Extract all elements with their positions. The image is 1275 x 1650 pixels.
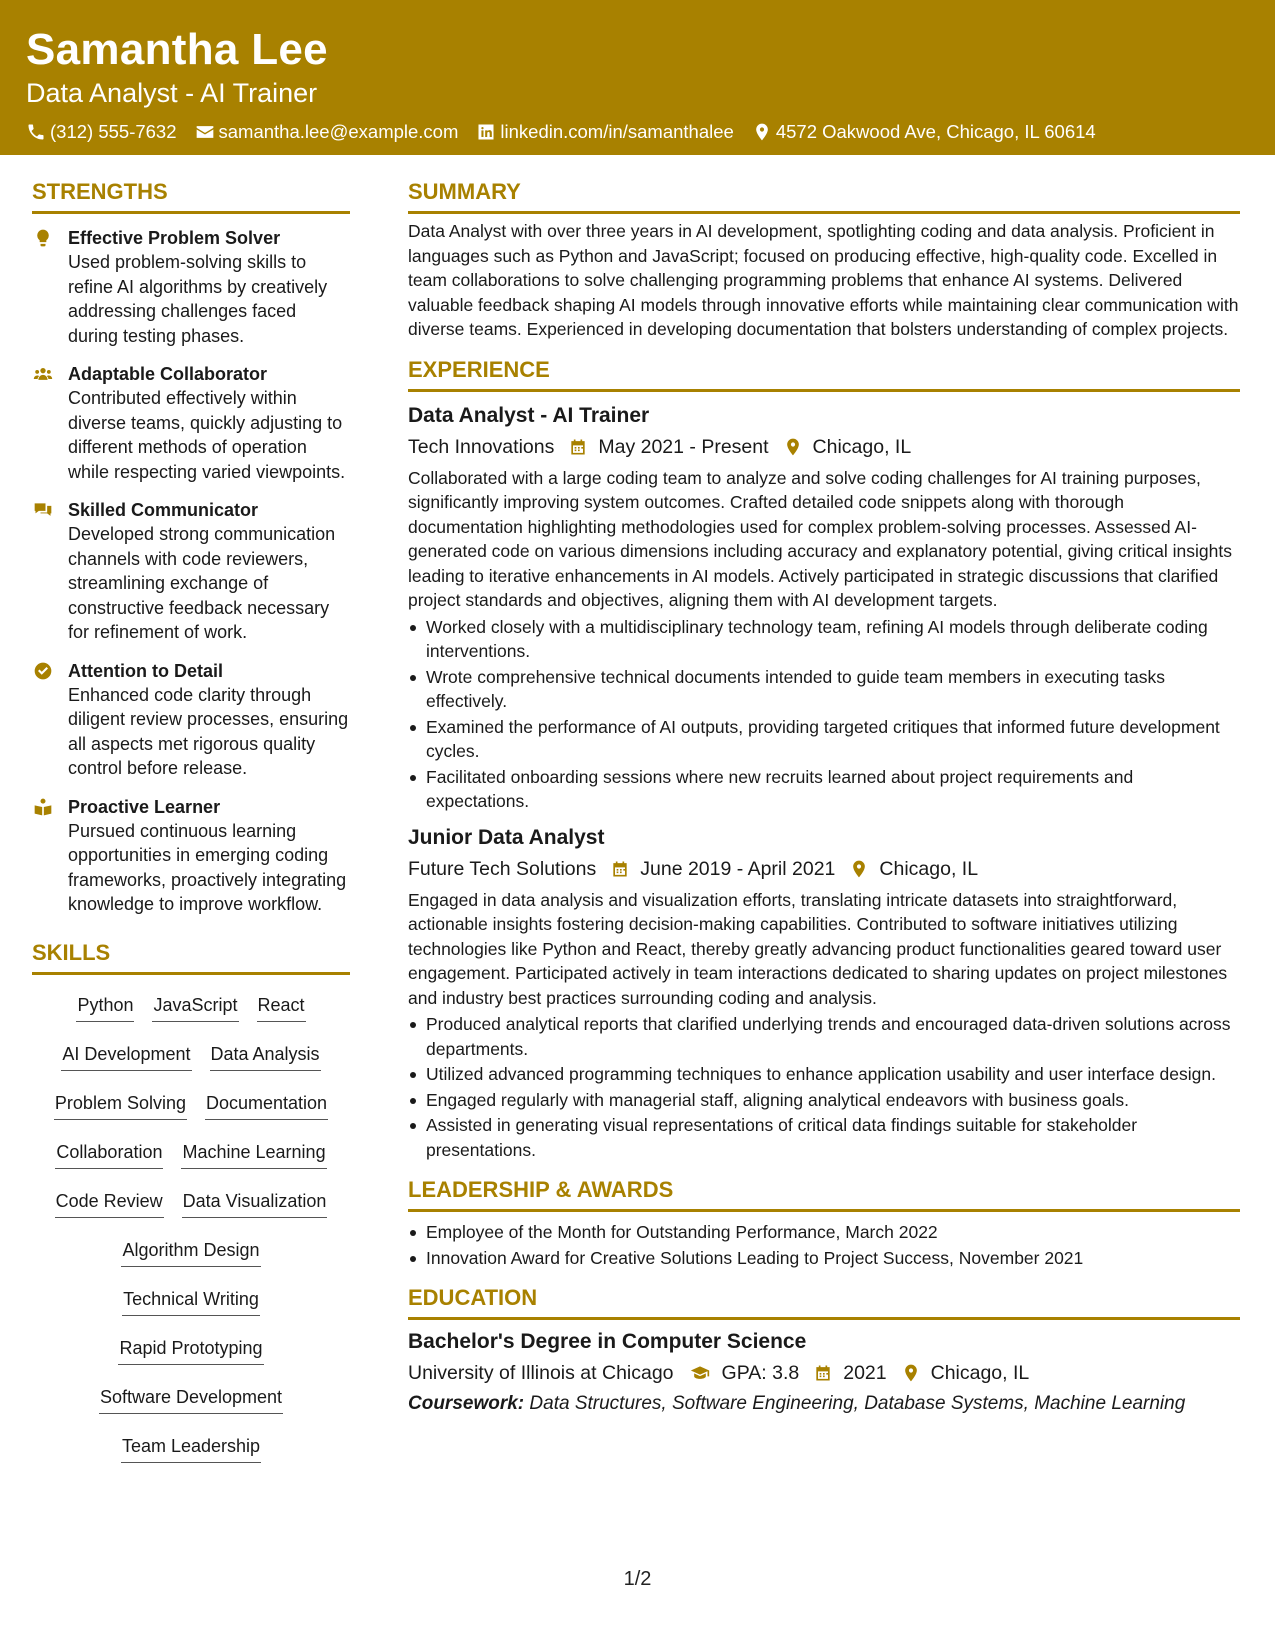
coursework-label: Coursework: — [408, 1393, 525, 1414]
skill-tag: Problem Solving — [54, 1085, 187, 1120]
phone-icon — [26, 122, 46, 142]
job-bullet: Engaged regularly with managerial staff, aligning analytical endeavors with business goals. — [408, 1088, 1240, 1113]
skill-tag: Software Development — [99, 1379, 283, 1414]
company-name: Future Tech Solutions — [408, 857, 597, 880]
map-marker-icon — [849, 859, 869, 879]
strengths-list — [32, 226, 350, 917]
skill-tag: React — [257, 987, 306, 1022]
map-marker-icon — [752, 122, 772, 142]
strength-item — [32, 362, 350, 484]
coursework — [408, 1391, 1240, 1417]
job-meta — [408, 855, 1240, 883]
strength-description: Enhanced code clarity through diligent review processes, ensuring all aspects met rigorous quality control before release. — [68, 684, 349, 778]
strength-title: Adaptable Collaborator — [68, 364, 268, 384]
contact-address — [752, 120, 1096, 144]
map-marker-icon — [783, 437, 803, 457]
candidate-name: Samantha Lee — [26, 25, 328, 74]
skill-tag: Collaboration — [55, 1134, 163, 1169]
contact-linkedin[interactable] — [476, 120, 733, 144]
linkedin-icon — [476, 122, 496, 142]
calendar-icon — [610, 859, 630, 879]
calendar-icon — [813, 1363, 833, 1383]
education-meta — [408, 1359, 1240, 1387]
skill-tag: Technical Writing — [122, 1281, 260, 1316]
summary-text: Data Analyst with over three years in AI development, spotlighting coding and data analysis. Proficient in languages such as Python and JavaScript; focused on producing effective, high-quality code. Excelled in team collaborations to solve challenging programming problems that enhance AI systems. Delivered valuable feedback shaping AI models through innovative efforts while maintaining clear communication with diverse teams. Experienced in developing documentation that bolsters understanding of complex projects. — [408, 221, 1239, 339]
strength-description: Developed strong communication channels with code reviewers, streamlining exchange of constructive feedback necessary for refinement of work. — [68, 524, 336, 642]
phone-text: (312) 555-7632 — [50, 121, 177, 142]
calendar-icon — [568, 437, 588, 457]
envelope-icon — [195, 122, 215, 142]
award-item: Innovation Award for Creative Solutions Leading to Project Success, November 2021 — [408, 1246, 1240, 1271]
job-bullet: Facilitated onboarding sessions where new recruits learned about project requirements and expectations. — [408, 765, 1240, 814]
job-entry — [408, 824, 1240, 1163]
strength-description: Used problem-solving skills to refine AI algorithms by creatively addressing challenges faced during testing phases. — [68, 252, 328, 346]
contact-bar — [26, 120, 1249, 144]
skill-tag: Python — [76, 987, 134, 1022]
check-circle-icon — [32, 661, 54, 681]
education-location: Chicago, IL — [930, 1362, 1030, 1384]
job-bullet: Worked closely with a multidisciplinary technology team, refining AI models through deliberate coding interventions. — [408, 615, 1240, 664]
skills-list — [32, 987, 350, 1477]
strength-title: Skilled Communicator — [68, 500, 259, 520]
strength-title: Effective Problem Solver — [68, 228, 281, 248]
strength-title: Attention to Detail — [68, 660, 223, 681]
page-number: 1/2 — [623, 1568, 652, 1590]
strength-description: Pursued continuous learning opportunities in emerging coding frameworks, proactively integrating knowledge to improve workflow. — [68, 820, 347, 914]
skill-tag: Algorithm Design — [121, 1232, 260, 1267]
gpa: GPA: 3.8 — [721, 1362, 800, 1384]
graduation-cap-icon — [688, 1363, 712, 1383]
skill-tag: Machine Learning — [181, 1134, 326, 1169]
skill-tag: Team Leadership — [121, 1428, 261, 1463]
strength-description: Contributed effectively within diverse teams, quickly adjusting to different methods of operation while respecting varied viewpoints. — [68, 388, 346, 482]
strengths-heading: STRENGTHS — [32, 178, 350, 214]
skill-tag: JavaScript — [152, 987, 238, 1022]
company-name: Tech Innovations — [408, 435, 555, 458]
degree-title: Bachelor's Degree in Computer Science — [408, 1330, 807, 1353]
map-marker-icon — [901, 1363, 921, 1383]
strength-item — [32, 795, 350, 917]
job-title: Junior Data Analyst — [408, 825, 605, 849]
coursework-list: Data Structures, Software Engineering, Database Systems, Machine Learning — [529, 1393, 1186, 1414]
contact-email[interactable] — [195, 120, 459, 144]
job-meta — [408, 433, 1240, 461]
skills-heading: SKILLS — [32, 939, 350, 975]
graduation-year: 2021 — [843, 1362, 887, 1384]
job-bullet: Utilized advanced programming techniques to enhance application usability and user interface design. — [408, 1062, 1240, 1087]
education-heading: EDUCATION — [408, 1284, 1240, 1320]
strength-item — [32, 659, 350, 781]
school-name: University of Illinois at Chicago — [408, 1362, 674, 1384]
strength-title: Proactive Learner — [68, 796, 221, 817]
experience-heading: EXPERIENCE — [408, 356, 1240, 392]
job-entry — [408, 402, 1240, 814]
skill-tag: Data Analysis — [210, 1036, 321, 1071]
skill-tag: Data Visualization — [182, 1183, 328, 1218]
job-bullets — [408, 1012, 1240, 1162]
job-title: Data Analyst - AI Trainer — [408, 403, 650, 427]
linkedin-text: linkedin.com/in/samanthalee — [500, 121, 734, 142]
job-dates: May 2021 - Present — [598, 435, 769, 458]
strength-item — [32, 226, 350, 348]
contact-phone[interactable] — [26, 120, 177, 144]
job-bullet: Produced analytical reports that clarified underlying trends and encouraged data-driven solutions across departments. — [408, 1012, 1240, 1061]
left-column — [32, 178, 350, 1477]
lightbulb-icon — [32, 228, 54, 248]
job-bullets — [408, 615, 1240, 814]
skill-tag: AI Development — [61, 1036, 191, 1071]
book-reader-icon — [32, 797, 54, 817]
strength-item — [32, 498, 350, 645]
email-text: samantha.lee@example.com — [218, 121, 459, 142]
job-bullet: Wrote comprehensive technical documents intended to guide team members in executing tasks effectively. — [408, 665, 1240, 714]
candidate-title: Data Analyst - AI Trainer — [26, 78, 318, 108]
leadership-list — [408, 1220, 1240, 1270]
comments-icon — [32, 500, 54, 520]
job-dates: June 2019 - April 2021 — [640, 857, 836, 880]
job-description: Collaborated with a large coding team to analyze and solve coding challenges for AI training purposes, significantly improving system outcomes. Crafted detailed code snippets along with thorough documentation highlighting methodologies used for complex problem-solving processes. Assessed AI-generated code on various dimensions including accuracy and explanatory potential, giving critical insights leading to iterative enhancements in AI models. Actively participated in strategic discussions that clarified project standards and objectives, aligning them with AI development targets. — [408, 467, 1232, 610]
skill-tag: Code Review — [55, 1183, 164, 1218]
resume-header — [0, 0, 1275, 155]
skill-tag: Rapid Prototyping — [118, 1330, 263, 1365]
job-location: Chicago, IL — [812, 435, 912, 458]
job-location: Chicago, IL — [879, 857, 979, 880]
summary-heading: SUMMARY — [408, 178, 1240, 214]
address-text: 4572 Oakwood Ave, Chicago, IL 60614 — [775, 121, 1096, 142]
leadership-heading: LEADERSHIP & AWARDS — [408, 1176, 1240, 1212]
right-column — [408, 178, 1240, 1417]
award-item: Employee of the Month for Outstanding Performance, March 2022 — [408, 1220, 1240, 1245]
job-bullet: Examined the performance of AI outputs, providing targeted critiques that informed future development cycles. — [408, 715, 1240, 764]
users-icon — [32, 364, 54, 384]
skill-tag: Documentation — [205, 1085, 328, 1120]
job-description: Engaged in data analysis and visualization efforts, translating intricate datasets into straightforward, actionable insights fostering decision-making capabilities. Contributed to software initiatives utilizing technologies like Python and React, thereby greatly advancing product functionalities geared toward user engagement. Participated actively in team interactions dedicated to sharing updates on project milestones and industry best practices surrounding coding and analysis. — [408, 889, 1228, 1008]
job-bullet: Assisted in generating visual representations of critical data findings suitable for stakeholder presentations. — [408, 1113, 1240, 1162]
